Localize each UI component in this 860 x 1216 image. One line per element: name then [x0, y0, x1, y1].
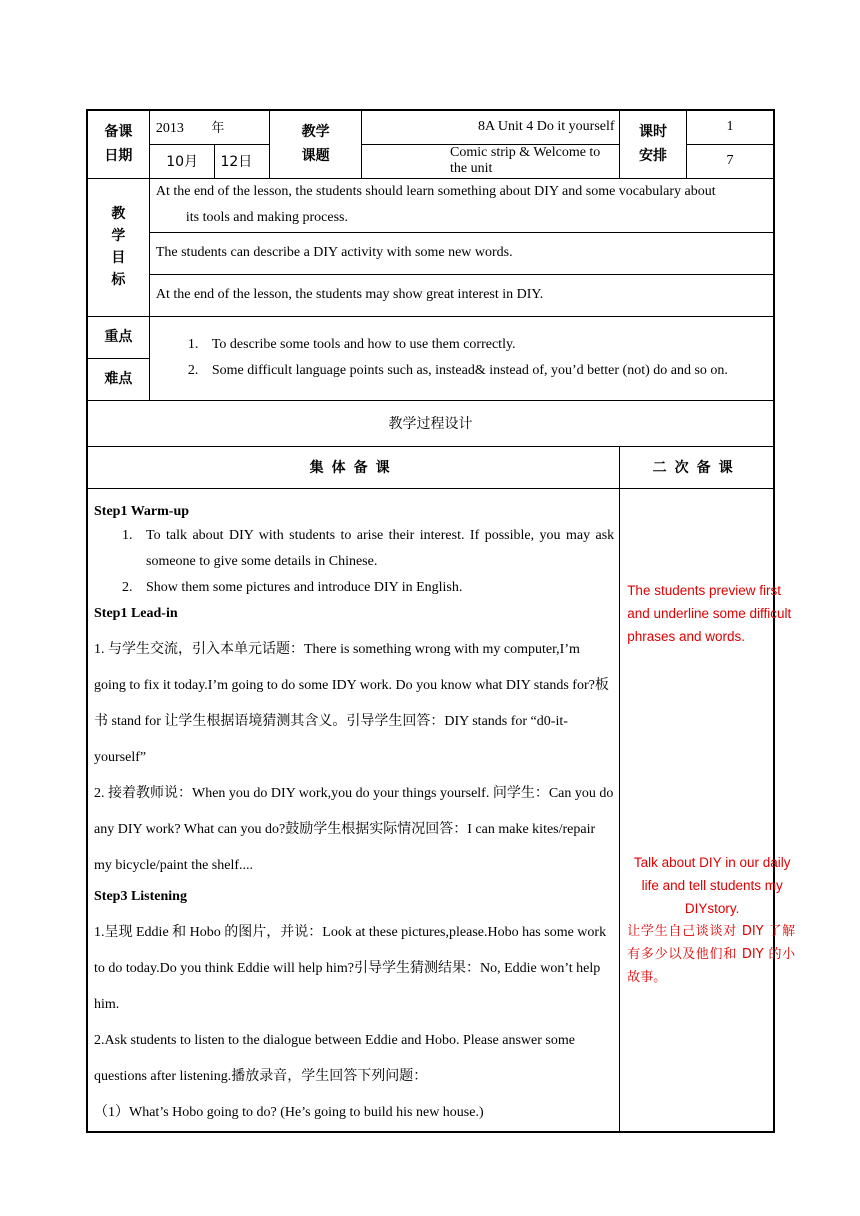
topic-line1: 8A Unit 4 Do it yourself: [362, 110, 620, 144]
step1-item: 1. To talk about DIY with students to arise their interest. If possible, you may ask someone to give some details in Chinese.: [122, 527, 615, 569]
step2-title: Step1 Lead-in: [94, 605, 178, 621]
period-value2: 7: [686, 144, 774, 178]
collective-prep-header: 集体备课: [87, 446, 620, 488]
step2-para: 1. 与学生交流，引入本单元话题：There is something wrong with my computer,I’m going to fix it today.I’m going to do some IDY work. Do you know what DIY stands for?板书 stand for 让学生根据语境猜测其含义。引导学生回答：DIY stands for “d0-it-yourself”: [94, 641, 609, 765]
step3-para: 1.呈现 Eddie 和 Hobo 的图片，并说：Look at these pictures,please.Hobo has some work to do today.Do you think Eddie will help him?引导学生猜测结果：No, Eddie won’t help him.: [94, 924, 607, 1012]
year-cell: [149, 110, 269, 144]
prep-date-label: 备课日期: [87, 110, 149, 178]
month-value: 10月: [149, 144, 215, 178]
step2-para: 2. 接着教师说：When you do DIY work,you do your things yourself. 问学生：Can you do any DIY work? What can you do?鼓励学生根据实际情况回答：I can make kites/repair my bicycle/paint the shelf....: [94, 785, 614, 873]
secondary-prep-header: 二次备课: [620, 446, 774, 488]
secondary-note-1: The students preview first and underline some difficult phrases and words.: [627, 582, 792, 644]
topic-label: 教学课题: [270, 110, 362, 178]
objectives-label: 教 学 目 标: [87, 178, 149, 316]
secondary-note-2-zh: 让学生自己谈谈对 DIY 了解有多少以及他们和 DIY 的小故事。: [627, 923, 796, 985]
year-value: 2013: [155, 121, 184, 137]
step3-title: Step3 Listening: [94, 888, 187, 904]
day-value: 12日: [215, 144, 270, 178]
step1-item: 2. Show them some pictures and introduce DIY in English.: [122, 579, 463, 595]
lesson-steps: [87, 488, 620, 1132]
step1-title: Step1 Warm-up: [94, 503, 190, 519]
objective-1: At the end of the lesson, the students should learn something about DIY and some vocabulary about its tools and making process.: [149, 178, 774, 232]
key-point-item: 2. Some difficult language points such as, instead& instead of, you’d better (not) do and so on.: [187, 363, 728, 378]
secondary-notes: [620, 488, 796, 1132]
key-points-label: 重点: [87, 316, 149, 358]
objective-2: The students can describe a DIY activity with some new words.: [149, 232, 774, 274]
key-point-item: 1. To describe some tools and how to use them correctly.: [187, 337, 516, 352]
step3-para: 2.Ask students to listen to the dialogue between Eddie and Hobo. Please answer some questions after listening.播放录音，学生回答下列问题：: [94, 1032, 575, 1084]
process-title: 教学过程设计: [87, 400, 774, 446]
period-label: 课时安排: [620, 110, 687, 178]
year-unit: 年: [211, 121, 225, 137]
lesson-plan-table: [86, 109, 796, 1133]
objective-3: At the end of the lesson, the students may show great interest in DIY.: [149, 274, 774, 316]
secondary-note-2-en: Talk about DIY in our daily life and tell students my DIYstory.: [633, 854, 791, 916]
lesson-plan-sheet: [86, 109, 796, 1133]
key-points-content: [149, 316, 774, 400]
topic-line2: Comic strip & Welcome to the unit: [362, 144, 620, 178]
step3-para: （1）What’s Hobo going to do? (He’s going to build his new house.): [94, 1104, 484, 1120]
period-value1: 1: [686, 110, 774, 144]
difficult-points-label: 难点: [87, 358, 149, 400]
